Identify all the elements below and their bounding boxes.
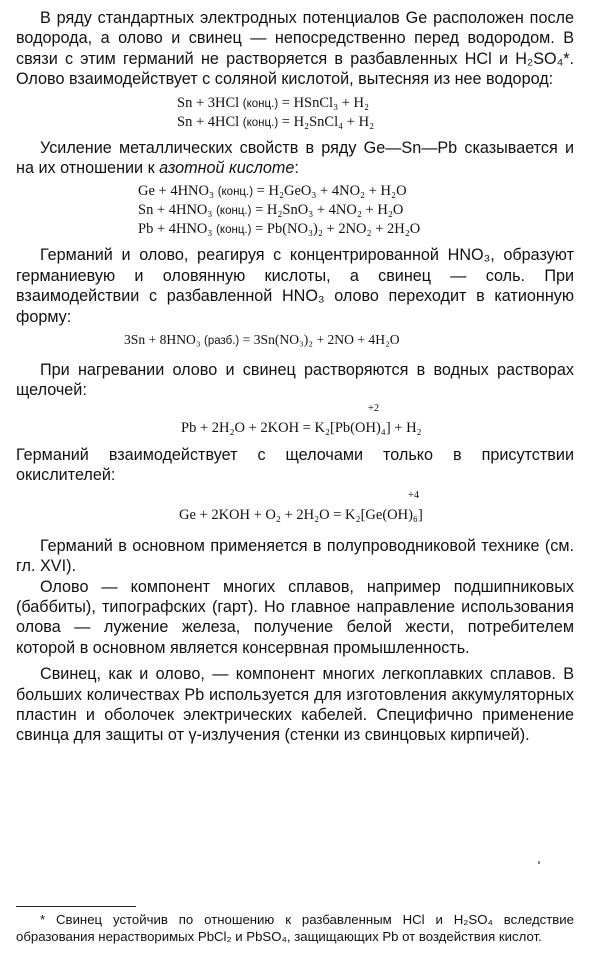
equations-sn-hcl [16, 94, 574, 132]
equations-hno3 [16, 182, 574, 239]
equation-ge-koh: Ge + 2KOH + O₂ + 2H₂O = K₂[Ge(OH)₆] [179, 506, 423, 523]
equation-ge-koh-block [16, 490, 574, 524]
paragraph-potentials: В ряду стандартных электродных потенциалов Ge расположен после водорода, а олово и свинец — непосредственно перед водородом. В связи с этим германий не растворяется в разбавленных HCl и H₂SO₄*. Олово взаимодействует с соляной кислотой, вытесняя из нее водород: [16, 9, 574, 89]
footnote: * Свинец устойчив по отношению к разбавленным HCl и H₂SO₄ вследствие образования нерастворимых PbCl₂ и PbSO₄, защищающих Pb от воздействия кислот. [16, 912, 574, 944]
paragraph-germanium-use: Германий в основном применяется в полупроводниковой технике (см. гл. XVI). [16, 536, 574, 576]
equation-sn-hno3: Sn + 4HNO₃ (конц.) = H₂SnO₃ + 4NO₂ + H₂O [138, 202, 404, 219]
paragraph-alkali-heating: При нагревании олово и свинец растворяются в водных растворах щелочей: [16, 361, 574, 400]
oxidation-state-ge: +4 [408, 489, 420, 501]
equation-pb-hno3: Pb + 4HNO₃ (конц.) = Pb(NO₃)₂ + 2NO₂ + 2H₂O [138, 221, 421, 238]
oxidation-state-pb: +2 [368, 402, 380, 414]
paragraph-germanium-tin-acids: Германий и олово, реагируя с концентрированной HNO₃, образуют германиевую и оловянную кислоты, а свинец — соль. При взаимодействии с разбавленной HNO₃ олово переходит в катионную форму: [16, 246, 574, 326]
equation-sn-hcl-1: Sn + 3HCl (конц.) = HSnCl₃ + H₂ [177, 94, 370, 111]
emphasis-nitric-acid: азотной кислоте [159, 159, 295, 178]
paragraph-metallic: Усиление металлических свойств в ряду Ge—Sn—Pb сказывается и на их отношении к азотной кислоте: [16, 138, 574, 178]
paragraph-germanium-alkali: Германий взаимодействует с щелочами только в присутствии окислителей: [16, 445, 574, 485]
equation-ge-hno3: Ge + 4HNO₃ (конц.) = H₂GeO₃ + 4NO₂ + H₂O [138, 183, 407, 200]
footnote-rule [16, 906, 136, 907]
equation-sn-dilute-hno3: 3Sn + 8HNO₃ (разб.) = 3Sn(NO₃)₂ + 2NO + 4H₂O [124, 332, 400, 348]
equation-sn-hcl-2: Sn + 4HCl (конц.) = H₂SnCl₄ + H₂ [177, 113, 375, 130]
equations-dilute [16, 331, 574, 350]
print-speck [538, 861, 540, 864]
paragraph-lead-use: Свинец, как и олово, — компонент многих легкоплавких сплавов. В больших количествах Pb используется для изготовления аккумуляторных пластин и оболочек электрических кабелей. Специфично применение свинца для защиты от γ-излучения (стенки из свинцовых кирпичей). [16, 665, 574, 745]
paragraph-tin-use: Олово — компонент многих сплавов, например подшипниковых (баббиты), типографских (гарт). Но главное направление использования олова — лужение железа, получение белой жести, потребителем которой в основном является консервная промышленность. [16, 577, 574, 657]
equation-pb-koh-block [16, 403, 574, 437]
equation-pb-koh: Pb + 2H₂O + 2KOH = K₂[Pb(OH)₄] + H₂ [181, 419, 422, 436]
